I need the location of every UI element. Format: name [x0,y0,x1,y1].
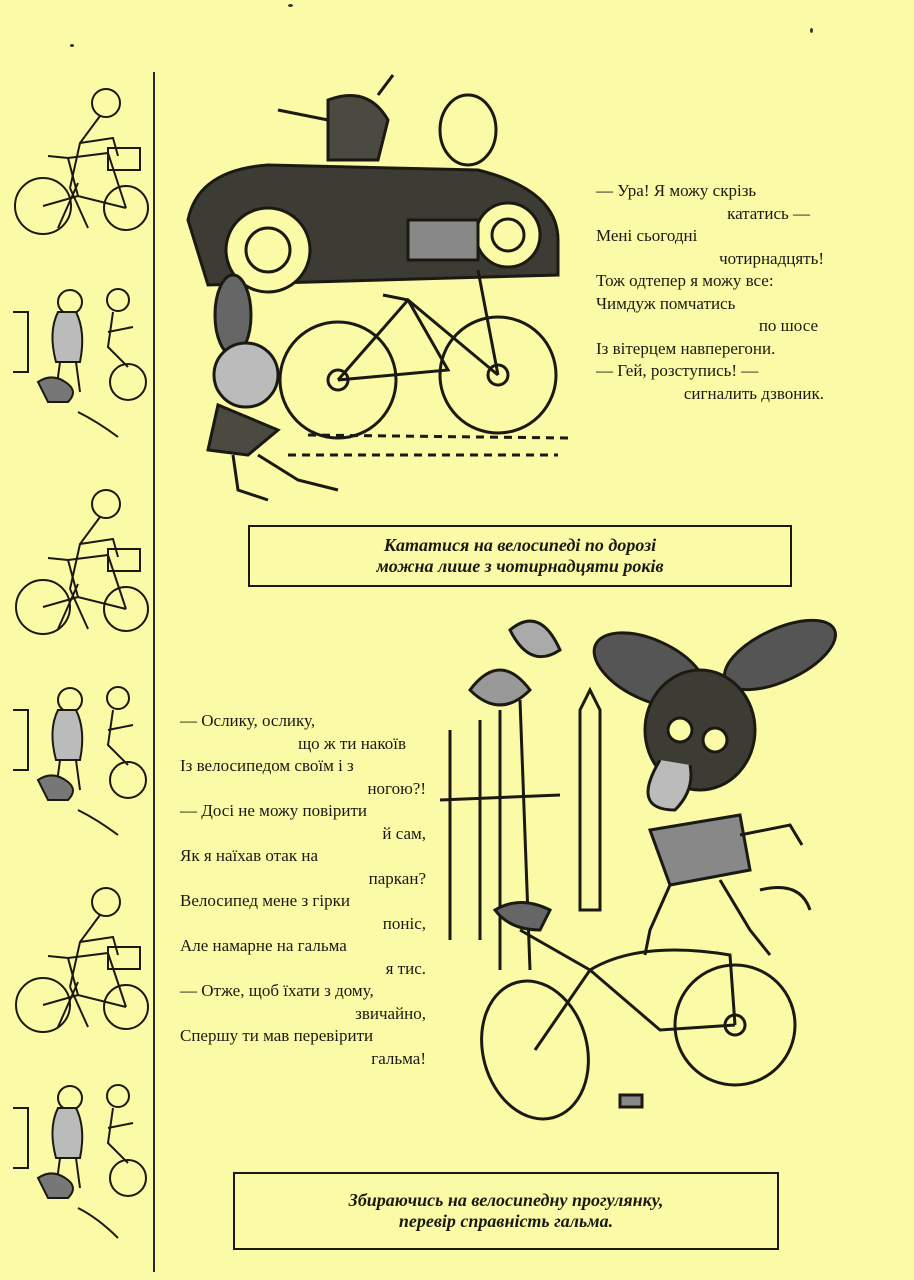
paper-speck [288,4,293,7]
poem-line: по шосе [758,316,818,335]
goat-in-car-and-bunny-on-bicycle-illustration [178,70,573,525]
poem-line: Тож одтепер я можу все: [596,271,774,290]
rule-box-brakes [233,1172,779,1250]
poem-line: й сам, [382,823,426,843]
rule-box-age [248,525,792,587]
poem-line: — Ослику, ослику, [180,711,316,730]
paper-speck [810,28,813,33]
poem-line: Спершу ти мав перевірити [180,1026,374,1045]
poem-line: ногою?! [367,778,426,798]
poem-line: що ж ти накоїв [298,733,406,753]
poem-line: Із велосипедом своїм і з [180,756,354,775]
poem-line: гальма! [371,1048,426,1068]
poem-line: Як я наїхав отак на [180,846,318,865]
poem-line: сигналить дзвоник. [683,383,824,403]
boy-on-bicycle-icon [8,880,150,1045]
children-and-dog-icon [8,272,150,452]
poem-line: поніс, [382,913,426,933]
strip-divider [153,72,155,1272]
poem-bottom [180,710,426,1070]
poem-line: кататись — [727,203,810,223]
boy-on-bicycle-icon [8,78,150,248]
poem-line: Із вітерцем навперегони. [596,338,776,358]
poem-line: Але намарне на гальма [180,936,347,955]
donkey-with-broken-bicycle-illustration [440,610,840,1155]
rule-line: можна лише з чотирнадцяти років [376,556,664,576]
rule-line: Кататися на велосипеді по дорозі [383,535,657,555]
children-and-dog-icon [8,670,150,850]
poem-line: Велосипед мене з гірки [180,891,350,910]
poem-line: паркан? [368,868,426,888]
poem-line: Чимдуж помчатись [596,293,736,313]
rule-line: Збираючись на велосипедну прогулянку, [348,1190,664,1210]
paper-speck [70,44,74,47]
poem-line: Мені сьогодні [596,226,698,245]
boy-on-bicycle-icon [8,482,150,647]
poem-line: — Отже, щоб їхати з дому, [180,981,374,1000]
poem-line: — Досі не можу повірити [180,801,367,820]
poem-line: звичайно, [355,1003,426,1023]
poem-line: чотирнадцять! [719,248,824,268]
poem-line: я тис. [385,958,426,978]
poem-line: — Гей, розступись! — [596,361,759,380]
children-and-dog-icon [8,1068,150,1253]
poem-line: — Ура! Я можу скрізь [596,181,757,200]
rule-line: перевір справність гальма. [398,1211,614,1231]
poem-top [592,180,824,405]
